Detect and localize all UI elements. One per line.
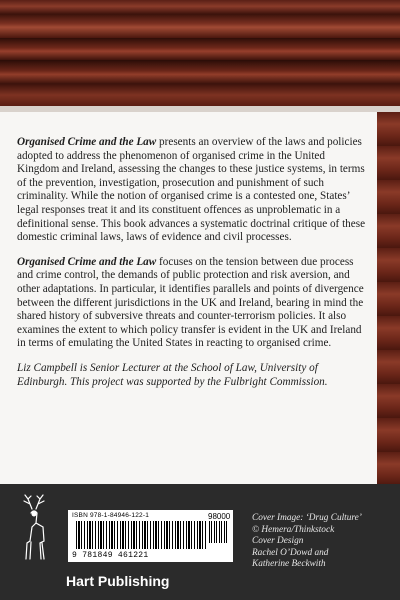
paragraph-body: presents an overview of the laws and policies adopted to address the phenomenon of organised crime in the United Kingdom and Ireland, assessing the changes to these justice systems, in terms of the prevention, investigation, prosecution and punishment of such criminality. While the notion of organised crime is a contested one, States’ legal responses treat it and its constituent offences as unproblematic in a definitional sense. This book advances a systematic doctrinal critique of these domestic criminal laws, laws of evidence and civil processes. xyxy=(17,136,366,244)
stripe-band xyxy=(0,84,400,106)
book-title-inline: Organised Crime and the Law xyxy=(17,136,157,148)
publisher-name: Hart Publishing xyxy=(66,573,170,589)
price-code: 98000 xyxy=(208,512,231,521)
stripe-band xyxy=(0,0,400,14)
isbn-label: ISBN 978-1-84946-122-1 xyxy=(72,512,150,519)
stripe-band xyxy=(0,38,400,60)
isbn-barcode xyxy=(68,510,233,562)
barcode-bars xyxy=(76,521,206,549)
price-barcode-bars xyxy=(209,521,229,543)
decorative-side-strip xyxy=(377,112,400,484)
description-paragraph-1 xyxy=(17,136,367,245)
book-title-inline: Organised Crime and the Law xyxy=(17,255,157,268)
deer-logo-icon xyxy=(18,493,48,565)
credit-line: Cover Image: ‘Drug Culture’ xyxy=(252,513,362,523)
credit-line: Rachel O’Dowd and xyxy=(252,547,329,558)
stripe-divider xyxy=(0,106,400,112)
paragraph-body: focuses on the tension between due process and crime control, the demands of public protection and risk aversion, and other adaptations. In particular, it identifies parallels and points of divergence between the different jurisdictions in the UK and Ireland, bearing in mind the shared history of subversive threats and counter-terrorism policies. It also examines the extent to which policy transfer is evident in the UK and Ireland in terms of emulating the United States in reacting to organised crime. xyxy=(17,255,364,350)
credit-line: Katherine Beckwith xyxy=(252,559,326,570)
author-note: Liz Campbell is Senior Lecturer at the School of Law, University of Edinburgh. This project was supported by the Fulbright Commission. xyxy=(17,361,328,388)
credit-line: Cover Design xyxy=(252,536,304,547)
description-text xyxy=(17,136,367,400)
cover-credits xyxy=(252,513,392,571)
description-paragraph-2 xyxy=(17,256,367,351)
decorative-stripes xyxy=(0,0,400,112)
barcode-digits: 9 781849 461221 xyxy=(72,551,149,560)
credit-line: © Hemera/Thinkstock xyxy=(252,524,335,535)
stripe-band xyxy=(0,14,400,38)
stripe-band xyxy=(0,60,400,84)
